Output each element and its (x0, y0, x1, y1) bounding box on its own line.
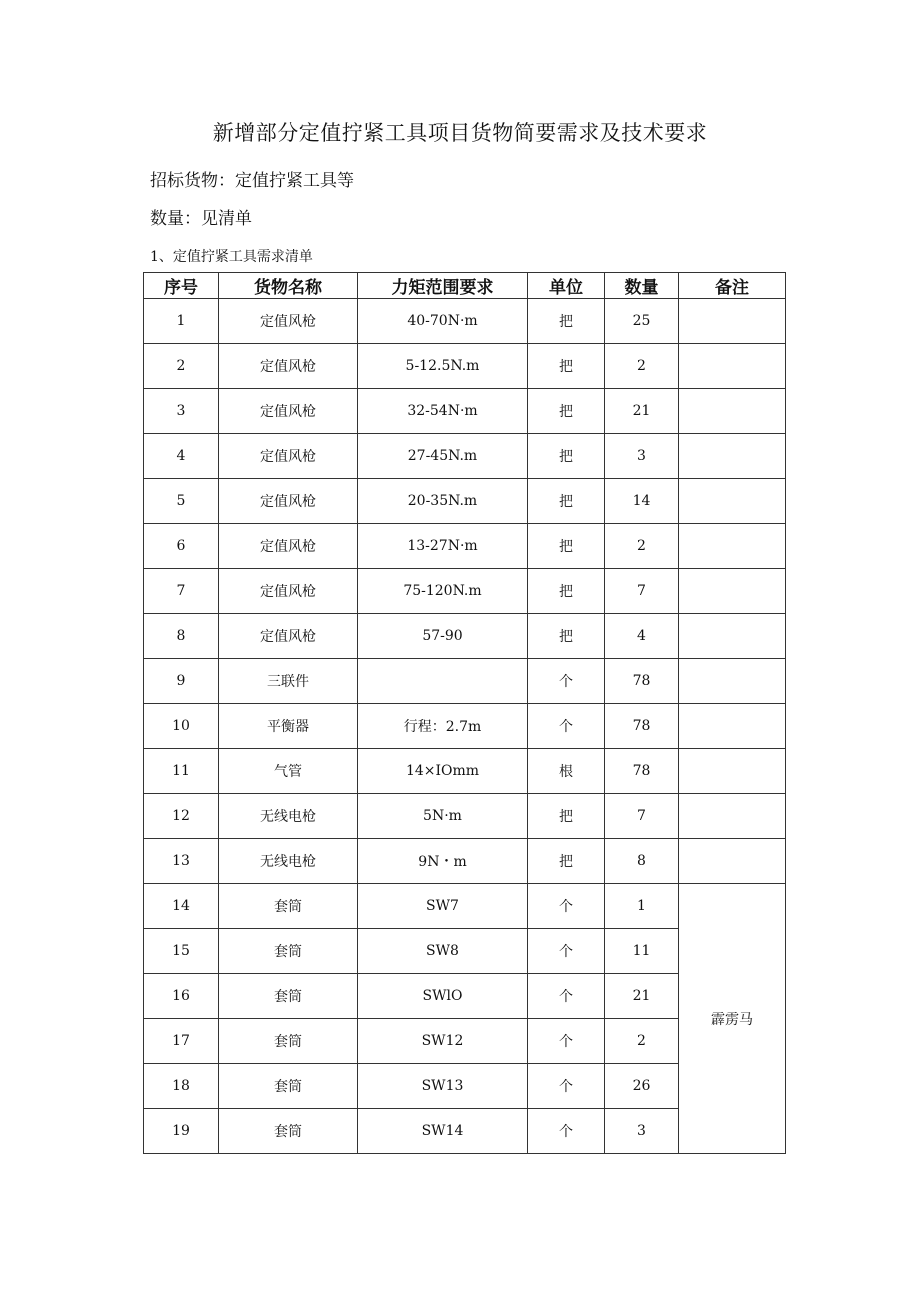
cell-no: 18 (144, 1064, 219, 1109)
cell-no: 6 (144, 524, 219, 569)
cell-torque: SW7 (358, 884, 528, 929)
goods-line: 招标货物：定值拧紧工具等 (150, 171, 354, 191)
cell-unit: 把 (528, 479, 605, 524)
cell-qty: 11 (605, 929, 679, 974)
cell-name: 套筒 (219, 1019, 358, 1064)
table-row (144, 839, 786, 884)
cell-no: 17 (144, 1019, 219, 1064)
cell-note (679, 569, 786, 614)
cell-torque: 5-12.5N.m (358, 344, 528, 389)
cell-torque: 行程：2.7m (358, 704, 528, 749)
table-row (144, 884, 786, 929)
cell-qty: 2 (605, 344, 679, 389)
table-header-row (144, 273, 786, 299)
cell-name: 定值风枪 (219, 299, 358, 344)
cell-name: 气管 (219, 749, 358, 794)
header-name: 货物名称 (219, 273, 358, 299)
cell-torque: SW12 (358, 1019, 528, 1064)
cell-note (679, 389, 786, 434)
cell-torque: 27-45N.m (358, 434, 528, 479)
quantity-line: 数量：见清单 (150, 209, 252, 229)
cell-qty: 14 (605, 479, 679, 524)
cell-unit: 把 (528, 794, 605, 839)
cell-name: 定值风枪 (219, 389, 358, 434)
header-no: 序号 (144, 273, 219, 299)
cell-torque: 20-35N.m (358, 479, 528, 524)
cell-qty: 21 (605, 389, 679, 434)
cell-qty: 3 (605, 434, 679, 479)
cell-unit: 个 (528, 1019, 605, 1064)
table-row (144, 344, 786, 389)
cell-unit: 根 (528, 749, 605, 794)
cell-note (679, 749, 786, 794)
cell-name: 定值风枪 (219, 344, 358, 389)
cell-no: 3 (144, 389, 219, 434)
cell-note (679, 659, 786, 704)
cell-no: 8 (144, 614, 219, 659)
header-unit: 单位 (528, 273, 605, 299)
cell-unit: 把 (528, 344, 605, 389)
cell-note (679, 794, 786, 839)
cell-no: 13 (144, 839, 219, 884)
cell-unit: 把 (528, 524, 605, 569)
cell-unit: 个 (528, 704, 605, 749)
cell-unit: 把 (528, 389, 605, 434)
cell-qty: 1 (605, 884, 679, 929)
cell-qty: 2 (605, 524, 679, 569)
cell-no: 9 (144, 659, 219, 704)
cell-no: 7 (144, 569, 219, 614)
cell-torque: 5N·m (358, 794, 528, 839)
cell-note (679, 524, 786, 569)
section-caption: 1、定值拧紧工具需求清单 (150, 249, 313, 265)
cell-unit: 个 (528, 884, 605, 929)
cell-unit: 把 (528, 434, 605, 479)
document-title: 新增部分定值拧紧工具项目货物简要需求及技术要求 (212, 121, 708, 145)
cell-unit: 把 (528, 614, 605, 659)
cell-torque: SWlO (358, 974, 528, 1019)
cell-name: 套筒 (219, 1064, 358, 1109)
header-torque: 力矩范围要求 (358, 273, 528, 299)
cell-unit: 把 (528, 569, 605, 614)
cell-note (679, 479, 786, 524)
cell-name: 无线电枪 (219, 794, 358, 839)
cell-torque: 13-27N·m (358, 524, 528, 569)
cell-qty: 78 (605, 704, 679, 749)
cell-note (679, 614, 786, 659)
cell-name: 三联件 (219, 659, 358, 704)
table-row (144, 389, 786, 434)
cell-unit: 个 (528, 1109, 605, 1154)
cell-qty: 78 (605, 659, 679, 704)
table-row (144, 524, 786, 569)
requirements-table (143, 272, 786, 1154)
cell-unit: 个 (528, 1064, 605, 1109)
cell-no: 11 (144, 749, 219, 794)
cell-qty: 21 (605, 974, 679, 1019)
table-body (144, 299, 786, 1154)
cell-torque (358, 659, 528, 704)
cell-note (679, 299, 786, 344)
cell-torque: SW14 (358, 1109, 528, 1154)
cell-name: 套筒 (219, 974, 358, 1019)
cell-name: 定值风枪 (219, 614, 358, 659)
cell-no: 1 (144, 299, 219, 344)
cell-torque: 40-70N·m (358, 299, 528, 344)
cell-qty: 26 (605, 1064, 679, 1109)
cell-name: 平衡器 (219, 704, 358, 749)
cell-no: 12 (144, 794, 219, 839)
cell-note-merged: 霹雳马 (679, 884, 786, 1154)
table-row (144, 659, 786, 704)
table-row (144, 434, 786, 479)
cell-qty: 2 (605, 1019, 679, 1064)
table-row (144, 704, 786, 749)
cell-torque: 32-54N·m (358, 389, 528, 434)
cell-qty: 3 (605, 1109, 679, 1154)
cell-name: 套筒 (219, 929, 358, 974)
cell-unit: 个 (528, 929, 605, 974)
cell-torque: 75-120N.m (358, 569, 528, 614)
cell-no: 15 (144, 929, 219, 974)
cell-name: 套筒 (219, 884, 358, 929)
cell-name: 定值风枪 (219, 569, 358, 614)
cell-torque: SW13 (358, 1064, 528, 1109)
cell-name: 无线电枪 (219, 839, 358, 884)
cell-no: 5 (144, 479, 219, 524)
cell-note (679, 704, 786, 749)
cell-no: 19 (144, 1109, 219, 1154)
cell-qty: 4 (605, 614, 679, 659)
table-row (144, 569, 786, 614)
cell-unit: 个 (528, 659, 605, 704)
cell-unit: 个 (528, 974, 605, 1019)
cell-name: 定值风枪 (219, 434, 358, 479)
cell-unit: 把 (528, 299, 605, 344)
table-row (144, 794, 786, 839)
cell-no: 4 (144, 434, 219, 479)
header-qty: 数量 (605, 273, 679, 299)
cell-no: 14 (144, 884, 219, 929)
cell-torque: 9N・m (358, 839, 528, 884)
cell-name: 套筒 (219, 1109, 358, 1154)
cell-qty: 7 (605, 794, 679, 839)
cell-no: 16 (144, 974, 219, 1019)
cell-note (679, 344, 786, 389)
cell-torque: SW8 (358, 929, 528, 974)
header-note: 备注 (679, 273, 786, 299)
cell-no: 10 (144, 704, 219, 749)
cell-torque: 14×IOmm (358, 749, 528, 794)
table-row (144, 299, 786, 344)
cell-qty: 8 (605, 839, 679, 884)
table-row (144, 479, 786, 524)
table-row (144, 749, 786, 794)
cell-qty: 7 (605, 569, 679, 614)
cell-note (679, 434, 786, 479)
cell-unit: 把 (528, 839, 605, 884)
cell-no: 2 (144, 344, 219, 389)
table-row (144, 614, 786, 659)
cell-name: 定值风枪 (219, 524, 358, 569)
cell-torque: 57-90 (358, 614, 528, 659)
cell-qty: 78 (605, 749, 679, 794)
cell-qty: 25 (605, 299, 679, 344)
cell-note (679, 839, 786, 884)
cell-name: 定值风枪 (219, 479, 358, 524)
